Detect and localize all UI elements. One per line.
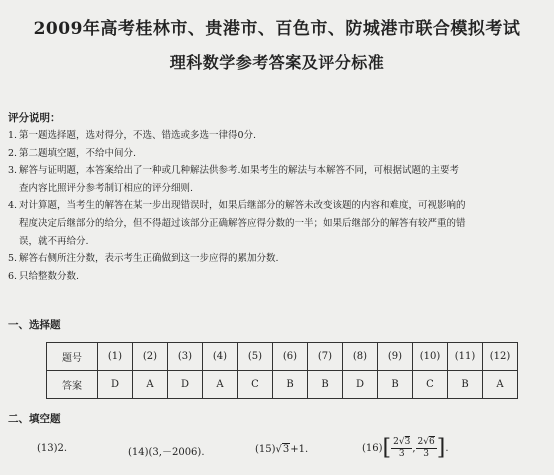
sqrt-symbol: √ (275, 444, 282, 455)
row-label-answer: 答案 (47, 371, 98, 399)
note-line: 4. 对计算题，当考生的解答在某一步出现错误时，如果后继部分的解答未改变该题的内容和难度，可视影响的 (8, 200, 466, 212)
question-number: (4) (203, 343, 238, 371)
section-fill-blank-heading: 二、填空题 (8, 413, 61, 425)
answer-cell: B (378, 371, 413, 399)
answer-16: (16)[ $\frac{2√3}{3}$ , $\frac{2√6}{3}$ ]. (362, 435, 449, 461)
question-number: (2) (133, 343, 168, 371)
question-number: (7) (308, 343, 343, 371)
table-row-answers (47, 371, 518, 399)
fraction: $\frac{2√6}{3}$ (417, 437, 435, 459)
bracket-right: ] (436, 435, 446, 461)
note-line: 误，就不再给分. (19, 235, 89, 247)
question-number: (9) (378, 343, 413, 371)
question-number: (8) (343, 343, 378, 371)
answer-cell: A (203, 371, 238, 399)
answer-cell: A (133, 371, 168, 399)
note-line: 程度决定后继部分的给分，但不得超过该部分正确解答应得分数的一半；如果后继部分的解答有较严重的错 (19, 217, 466, 229)
fraction: $\frac{2√3}{3}$ (393, 437, 411, 459)
question-number: (6) (273, 343, 308, 371)
answer-cell: A (483, 371, 518, 399)
question-number: (1) (98, 343, 133, 371)
answer-14: (14)(3,－2006). (128, 447, 205, 458)
answer-13: (13)2. (37, 443, 68, 454)
document-title: 2009年高考桂林市、贵港市、百色市、防城港市联合模拟考试 (33, 19, 521, 39)
answer-cell: D (98, 371, 133, 399)
bracket-left: [ (382, 435, 392, 461)
answer-cell: D (343, 371, 378, 399)
answer-cell: D (168, 371, 203, 399)
answer-cell: B (308, 371, 343, 399)
scoring-notes (8, 127, 548, 285)
answer-cell: B (448, 371, 483, 399)
question-number: (3) (168, 343, 203, 371)
note-line: 查内容比照评分参考制订相应的评分细则. (19, 182, 194, 194)
note-line: 5. 解答右侧所注分数，表示考生正确做到这一步应得的累加分数. (8, 253, 279, 265)
row-label-question: 题号 (47, 343, 98, 371)
question-number: (10) (413, 343, 448, 371)
note-line: 3. 解答与证明题，本答案给出了一种或几种解法供参考.如果考生的解法与本解答不同，可根据试题的主要考 (8, 165, 460, 177)
answer-15: (15)√3+1. (255, 444, 309, 455)
note-line: 6. 只给整数分数. (8, 270, 80, 282)
answer-table (46, 342, 518, 399)
document-subtitle: 理科数学参考答案及评分标准 (169, 53, 385, 72)
question-number: (5) (238, 343, 273, 371)
question-number: (11) (448, 343, 483, 371)
answer-cell: B (273, 371, 308, 399)
scoring-notes-heading: 评分说明： (8, 112, 61, 124)
table-row-questions (47, 343, 518, 371)
answer-cell: C (413, 371, 448, 399)
section-multiple-choice-heading: 一、选择题 (8, 319, 61, 331)
note-line: 2. 第二题填空题，不给中间分. (8, 147, 137, 159)
question-number: (12) (483, 343, 518, 371)
answer-cell: C (238, 371, 273, 399)
note-line: 1. 第一题选择题，选对得分，不选、错选或多选一律得0分. (8, 130, 257, 141)
